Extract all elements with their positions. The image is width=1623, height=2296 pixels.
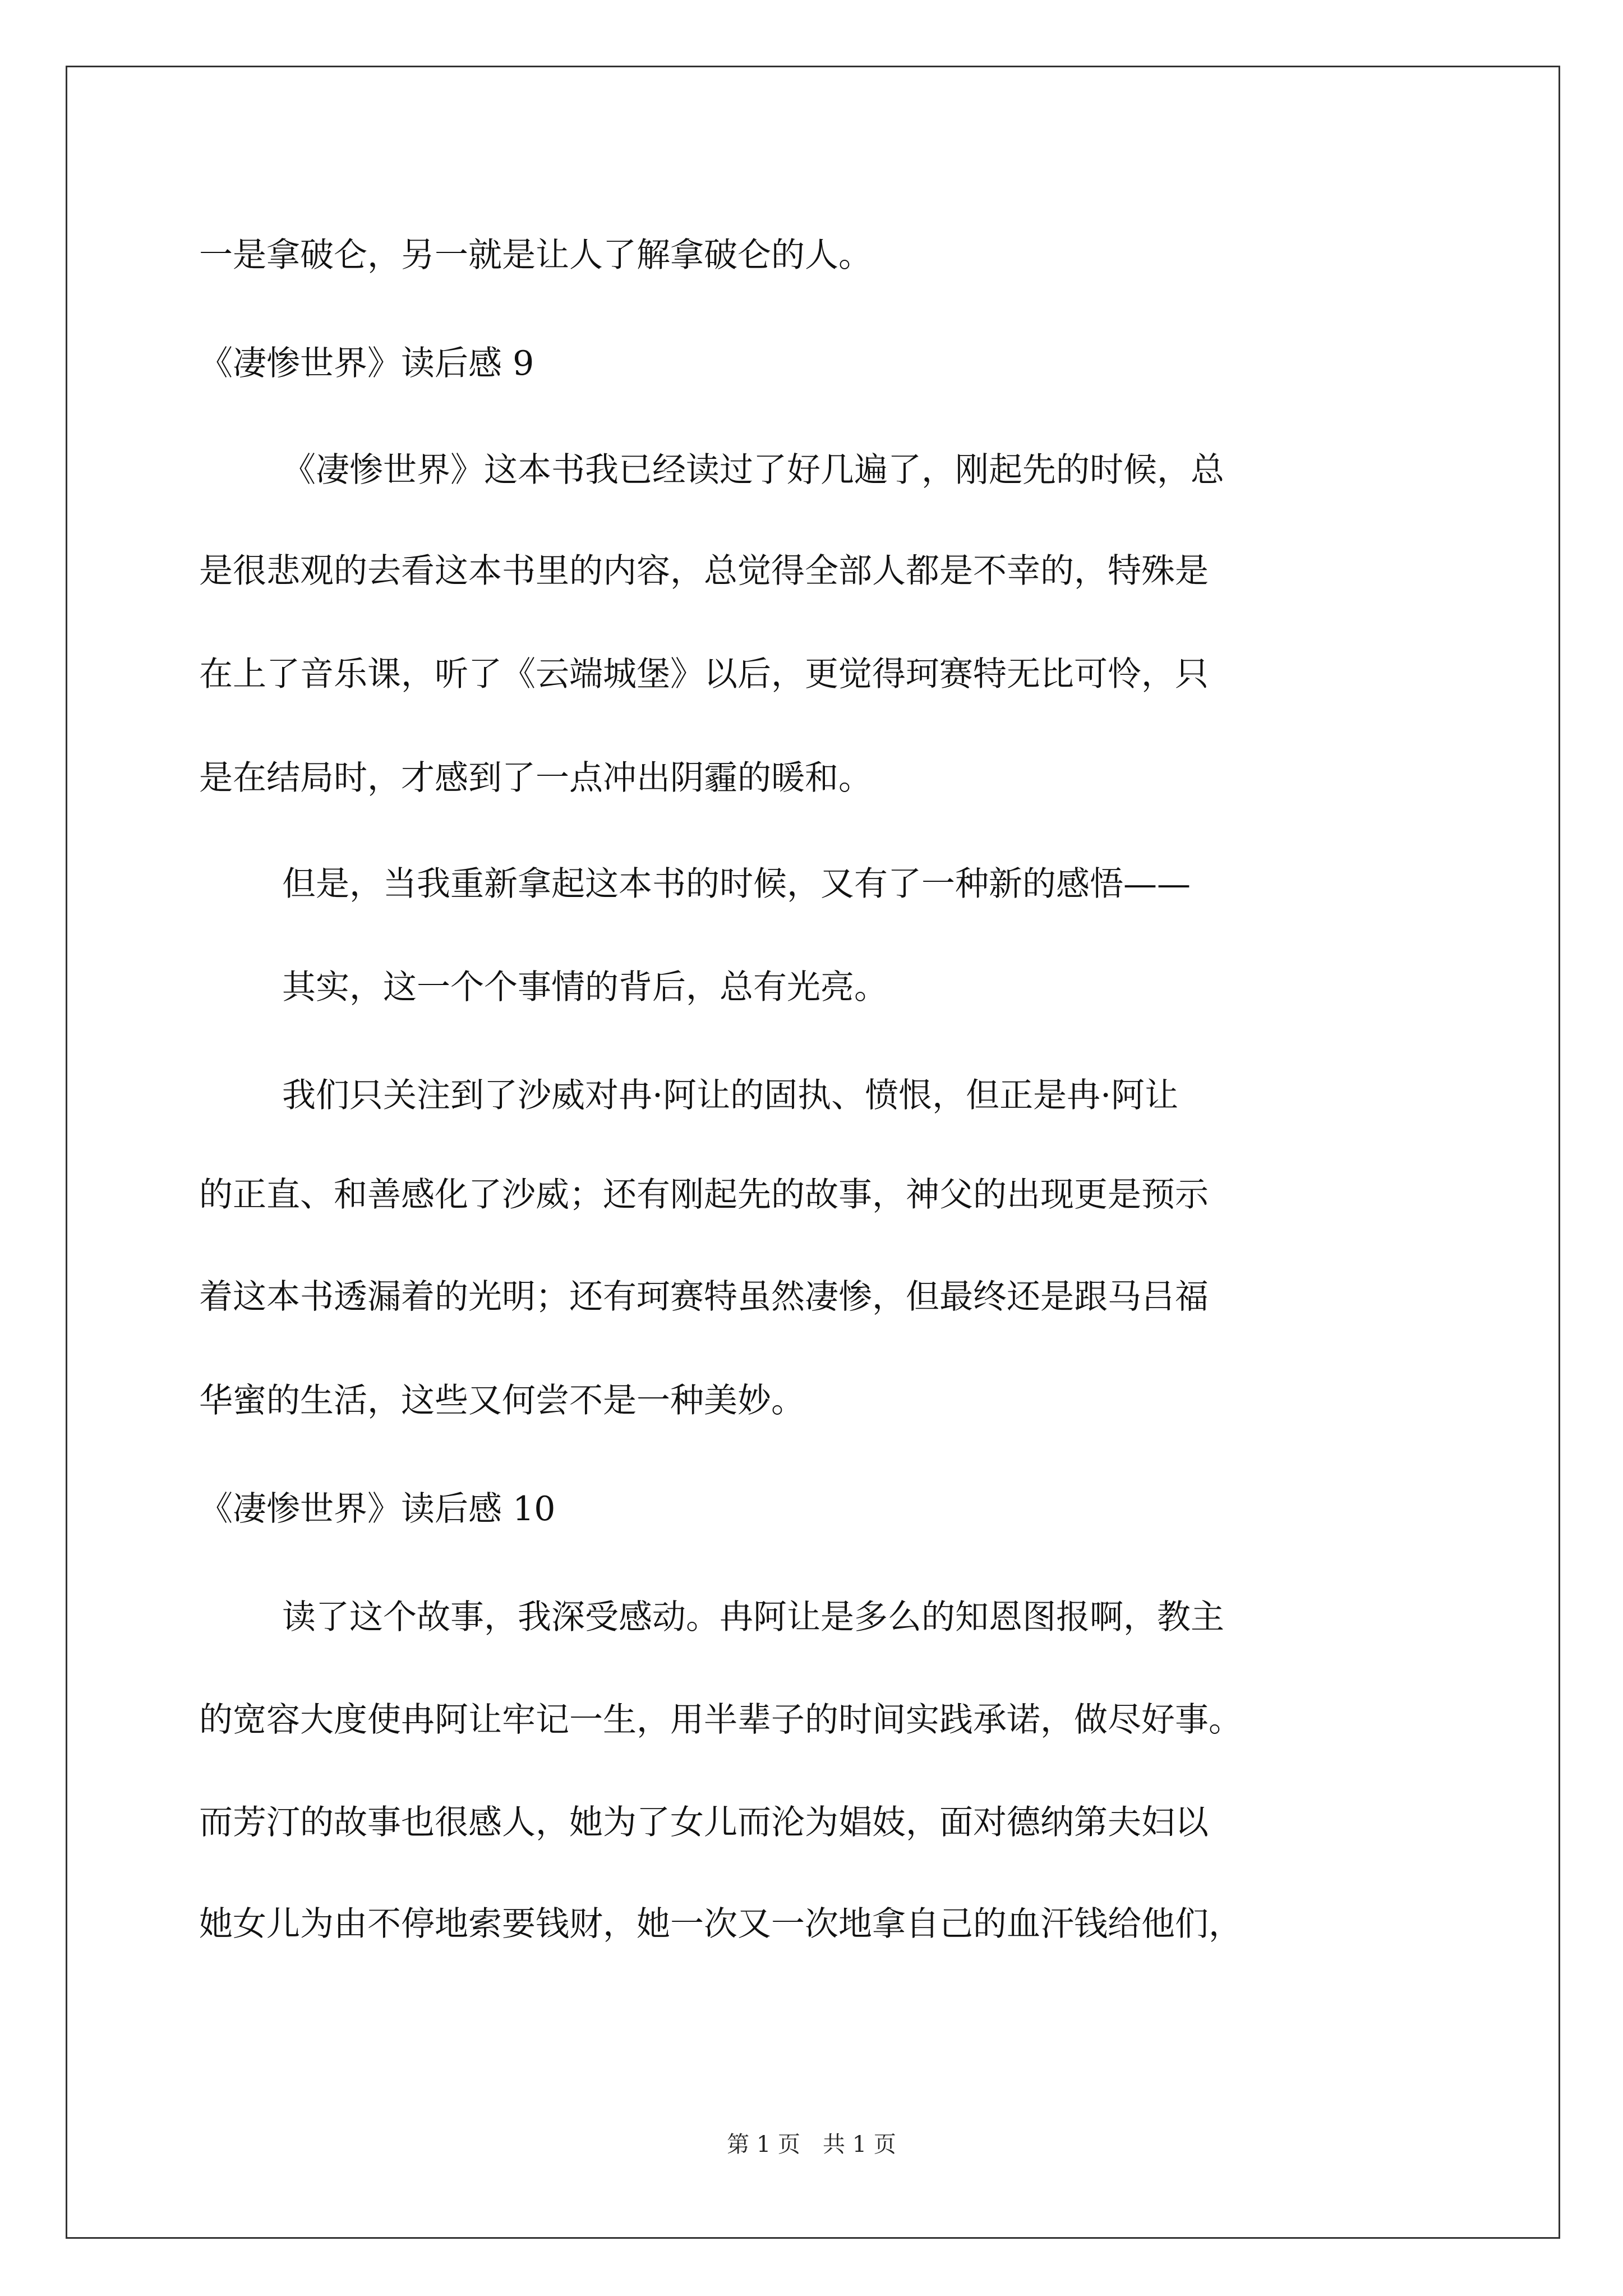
section-heading: 《凄惨世界》读后感 9 — [199, 344, 534, 383]
paragraph-line: 的宽容大度使冉阿让牢记一生，用半辈子的时间实践承诺，做尽好事。 — [199, 1700, 1242, 1740]
paragraph-line: 读了这个故事，我深受感动。冉阿让是多么的知恩图报啊，教主 — [282, 1598, 1224, 1637]
paragraph-line: 但是，当我重新拿起这本书的时候，又有了一种新的感悟—— — [282, 864, 1191, 904]
paragraph-line: 在上了音乐课，听了《云端城堡》以后，更觉得珂赛特无比可怜，只 — [199, 655, 1209, 694]
paragraph-line: 是很悲观的去看这本书里的内容，总觉得全部人都是不幸的，特殊是 — [199, 551, 1209, 591]
paragraph-line: 其实，这一个个事情的背后，总有光亮。 — [282, 968, 888, 1007]
paragraph-line: 是在结局时，才感到了一点冲出阴霾的暖和。 — [199, 758, 872, 798]
paragraph-line: 的正直、和善感化了沙威；还有刚起先的故事，神父的出现更是预示 — [199, 1175, 1209, 1214]
paragraph-line: 《凄惨世界》这本书我已经读过了好几遍了，刚起先的时候，总 — [282, 450, 1224, 490]
paragraph-line: 她女儿为由不停地索要钱财，她一次又一次地拿自己的血汗钱给他们， — [199, 1904, 1242, 1944]
section-heading: 《凄惨世界》读后感 10 — [199, 1489, 556, 1529]
page-number-footer: 第 1 页 共 1 页 — [727, 2132, 896, 2157]
paragraph-line: 而芳汀的故事也很感人，她为了女儿而沦为娼妓，面对德纳第夫妇以 — [199, 1803, 1209, 1842]
paragraph-line: 华蜜的生活，这些又何尝不是一种美妙。 — [199, 1381, 805, 1420]
paragraph-line: 着这本书透漏着的光明；还有珂赛特虽然凄惨，但最终还是跟马吕福 — [199, 1277, 1209, 1317]
paragraph-line: 我们只关注到了沙威对冉·阿让的固执、愤恨，但正是冉·阿让 — [282, 1076, 1179, 1115]
text-line: 一是拿破仑，另一就是让人了解拿破仑的人。 — [199, 236, 872, 275]
